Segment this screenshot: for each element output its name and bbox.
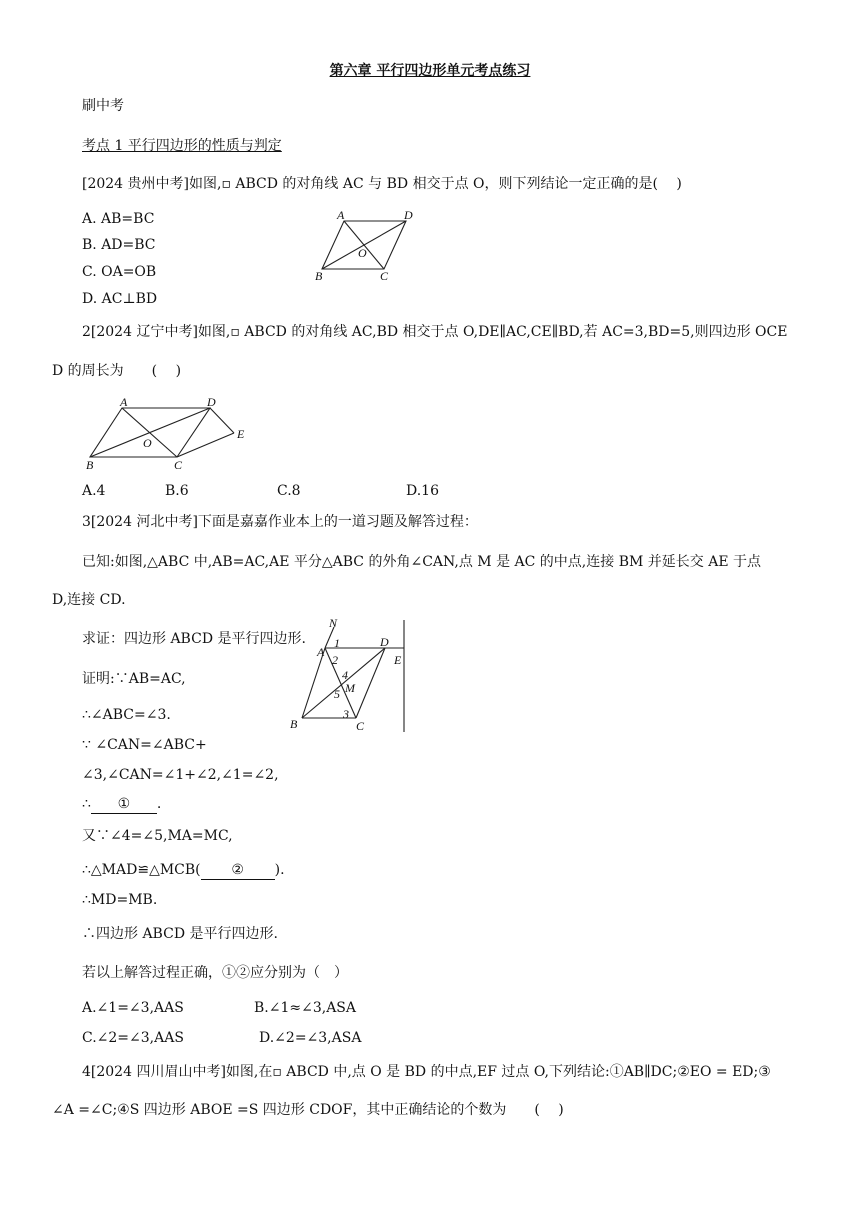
- q1-option-b: B. AD=BC: [82, 237, 156, 253]
- q3-label-d: D: [380, 635, 389, 649]
- q3-step-blank1: ∴ ① .: [82, 796, 162, 812]
- q3-label-e: E: [394, 653, 402, 667]
- q3-question: 若以上解答过程正确，①②应分别为（ ）: [82, 965, 348, 981]
- q2-option-a: A.4: [82, 483, 106, 499]
- q3-option-b: B.∠1≈∠3,ASA: [254, 1000, 357, 1016]
- q3-figure: [288, 618, 413, 733]
- q3-label-a: A: [317, 645, 325, 659]
- q3-option-c: C.∠2=∠3,AAS: [82, 1030, 184, 1046]
- q1-label-b: B: [315, 269, 323, 283]
- q1-label-a: A: [337, 208, 345, 222]
- q3-blank-2[interactable]: ②: [201, 861, 275, 880]
- q3-step-6: ∴MD=MB.: [82, 892, 158, 908]
- q3-option-a: A.∠1=∠3,AAS: [82, 1000, 184, 1016]
- q3-option-d: D.∠2=∠3,ASA: [259, 1030, 362, 1046]
- q2-label-a: A: [120, 395, 128, 409]
- topic-heading: 考点 1 平行四边形的性质与判定: [82, 138, 282, 154]
- q3-step-1: 证明:∵AB=AC,: [82, 671, 186, 687]
- q2-option-c: C.8: [277, 483, 301, 499]
- q1-diagonal-bd: [322, 221, 406, 269]
- q3-step-blank2: ∴△MAD≌△MCB( ② ).: [82, 862, 285, 878]
- q1-option-c: C. OA=OB: [82, 264, 157, 280]
- q3-label-n: N: [329, 618, 338, 630]
- q3-label-3: 3: [343, 707, 349, 721]
- q3-label-5: 5: [334, 687, 340, 701]
- q3-blank-1[interactable]: ①: [91, 795, 157, 814]
- q1-parallelogram-figure: [308, 208, 420, 286]
- q1-stem: [2024 贵州中考]如图,▫ ABCD 的对角线 AC 与 BD 相交于点 O，则下列结论一定正确的是( ): [82, 176, 682, 192]
- q2-figure: [82, 395, 257, 475]
- q1-option-d: D. AC⊥BD: [82, 291, 158, 307]
- q3-step-2: ∴∠ABC=∠3.: [82, 707, 171, 723]
- q3-stem: 3[2024 河北中考]下面是嘉嘉作业本上的一道习题及解答过程：: [82, 514, 478, 530]
- q3-segment-cd: [356, 648, 385, 718]
- q2-stem-line1: 2[2024 辽宁中考]如图,▫ ABCD 的对角线 AC,BD 相交于点 O,DE∥AC,CE∥BD,若 AC=3,BD=5,则四边形 OCE: [82, 324, 788, 340]
- q1-label-c: C: [380, 269, 389, 283]
- q2-option-b: B.6: [165, 483, 189, 499]
- q3-segment-an: [325, 627, 334, 648]
- q1-option-a: A. AB=BC: [82, 211, 155, 227]
- q2-option-d: D.16: [406, 483, 439, 499]
- q2-label-c: C: [174, 458, 183, 472]
- q3-step-7: ∴四边形 ABCD 是平行四边形.: [82, 926, 278, 942]
- q3-known-line1: 已知:如图,△ABC 中,AB=AC,AE 平分△ABC 的外角∠CAN,点 M 是 AC 的中点,连接 BM 并延长交 AE 于点: [82, 554, 761, 570]
- q3-prove: 求证：四边形 ABCD 是平行四边形.: [82, 631, 306, 647]
- section-label: 刷中考: [82, 98, 124, 114]
- q4-stem-line2: ∠A =∠C;④S 四边形 ABOE =S 四边形 CDOF，其中正确结论的个数为 ( ): [52, 1102, 564, 1118]
- q4-stem-line1: 4[2024 四川眉山中考]如图,在▫ ABCD 中,点 O 是 BD 的中点,EF 过点 O,下列结论:①AB∥DC;②EO = ED;③: [82, 1064, 771, 1080]
- q3-label-m: M: [345, 681, 355, 695]
- q2-stem-line2: D 的周长为 ( ): [52, 363, 182, 379]
- q2-label-e: E: [237, 427, 245, 441]
- q1-label-d: D: [404, 208, 413, 222]
- q2-label-o: O: [143, 436, 152, 450]
- q3-label-2: 2: [332, 653, 338, 667]
- q3-label-c: C: [356, 719, 365, 733]
- q2-segment-de: [210, 408, 234, 433]
- q3-label-b: B: [290, 717, 298, 731]
- q3-step-3: ∵ ∠CAN=∠ABC+: [82, 737, 207, 753]
- q3-known-line2: D,连接 CD.: [52, 592, 126, 608]
- q1-label-o: O: [358, 246, 367, 260]
- q3-step-4: ∠3,∠CAN=∠1+∠2,∠1=∠2,: [82, 767, 279, 783]
- page-title: 第六章 平行四边形单元考点练习: [329, 63, 531, 79]
- q3-label-1: 1: [334, 636, 340, 650]
- q3-step-5: 又∵∠4=∠5,MA=MC,: [82, 828, 233, 844]
- q3-label-4: 4: [342, 668, 348, 682]
- q2-label-b: B: [86, 458, 94, 472]
- q2-label-d: D: [207, 395, 216, 409]
